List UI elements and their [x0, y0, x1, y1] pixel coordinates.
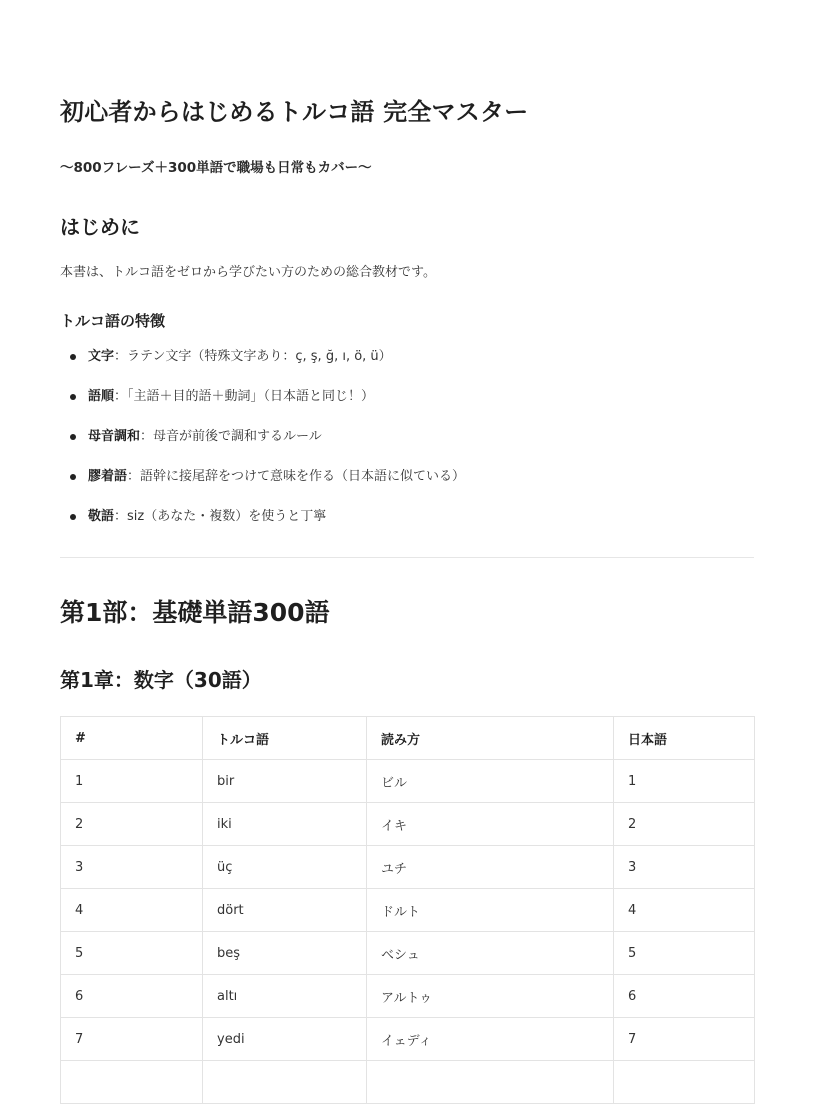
table-row [61, 932, 755, 975]
column-header-reading: 読み方 [367, 717, 614, 760]
intro-heading: はじめに [60, 215, 140, 239]
document-title: 初心者からはじめるトルコ語 完全マスター [60, 98, 529, 126]
bullet-icon [70, 474, 76, 480]
cell-turkish: üç [203, 846, 367, 889]
feature-description: ：siz（あなた・複数）を使うと丁寧 [114, 509, 327, 524]
feature-item-vowel-harmony [60, 424, 465, 464]
cell-empty [367, 1061, 614, 1104]
cell-turkish: bir [203, 760, 367, 803]
feature-item-honorifics [60, 504, 465, 544]
features-heading: トルコ語の特徴 [60, 312, 166, 330]
cell-number: 1 [61, 760, 203, 803]
features-list [60, 344, 465, 544]
cell-number: 4 [61, 889, 203, 932]
cell-japanese: 5 [614, 932, 755, 975]
column-header-number: # [61, 717, 203, 760]
cell-number: 7 [61, 1018, 203, 1061]
cell-japanese: 2 [614, 803, 755, 846]
cell-empty [203, 1061, 367, 1104]
cell-empty [61, 1061, 203, 1104]
feature-description: ：語幹に接尾辞をつけて意味を作る（日本語に似ている） [127, 469, 466, 484]
cell-japanese: 7 [614, 1018, 755, 1061]
feature-description: ：母音が前後で調和するルール [140, 429, 322, 444]
table-row [61, 760, 755, 803]
document-subtitle: 〜800フレーズ＋300単語で職場も日常もカバー〜 [60, 160, 372, 176]
feature-item-letters [60, 344, 465, 384]
feature-term: 語順 [88, 389, 115, 404]
section-divider [60, 557, 754, 558]
cell-turkish: yedi [203, 1018, 367, 1061]
table-header-row [61, 717, 755, 760]
cell-turkish: beş [203, 932, 367, 975]
cell-number: 5 [61, 932, 203, 975]
chapter-heading: 第1章：数字（30語） [60, 668, 262, 692]
part-heading: 第1部：基礎単語300語 [60, 598, 330, 627]
cell-number: 6 [61, 975, 203, 1018]
bullet-icon [70, 434, 76, 440]
column-header-turkish: トルコ語 [203, 717, 367, 760]
feature-term: 膠着語 [88, 469, 128, 484]
table-row [61, 1018, 755, 1061]
cell-number: 3 [61, 846, 203, 889]
bullet-icon [70, 394, 76, 400]
feature-item-agglutinative [60, 464, 465, 504]
cell-reading: イキ [367, 803, 614, 846]
cell-reading: ドルト [367, 889, 614, 932]
feature-term: 母音調和 [88, 429, 141, 444]
feature-description: ：「主語＋目的語＋動詞」（日本語と同じ！） [114, 389, 375, 404]
table-row [61, 803, 755, 846]
table-row [61, 889, 755, 932]
bullet-icon [70, 514, 76, 520]
cell-turkish: dört [203, 889, 367, 932]
cell-reading: アルトゥ [367, 975, 614, 1018]
cell-japanese: 6 [614, 975, 755, 1018]
feature-term: 文字 [88, 349, 115, 364]
feature-description: ：ラテン文字（特殊文字あり：ç, ş, ğ, ı, ö, ü） [114, 349, 392, 364]
feature-item-word-order [60, 384, 465, 424]
cell-turkish: iki [203, 803, 367, 846]
numbers-table-container [60, 716, 754, 1104]
table-row [61, 846, 755, 889]
bullet-icon [70, 354, 76, 360]
cell-turkish: altı [203, 975, 367, 1018]
table-row-partial [61, 1061, 755, 1104]
cell-reading: イェディ [367, 1018, 614, 1061]
table-row [61, 975, 755, 1018]
cell-empty [614, 1061, 755, 1104]
cell-number: 2 [61, 803, 203, 846]
cell-japanese: 1 [614, 760, 755, 803]
numbers-table [60, 716, 755, 1104]
feature-term: 敬語 [88, 509, 115, 524]
cell-reading: ベシュ [367, 932, 614, 975]
cell-japanese: 4 [614, 889, 755, 932]
column-header-japanese: 日本語 [614, 717, 755, 760]
cell-reading: ビル [367, 760, 614, 803]
intro-paragraph: 本書は、トルコ語をゼロから学びたい方のための総合教材です。 [60, 265, 436, 280]
cell-japanese: 3 [614, 846, 755, 889]
cell-reading: ユチ [367, 846, 614, 889]
